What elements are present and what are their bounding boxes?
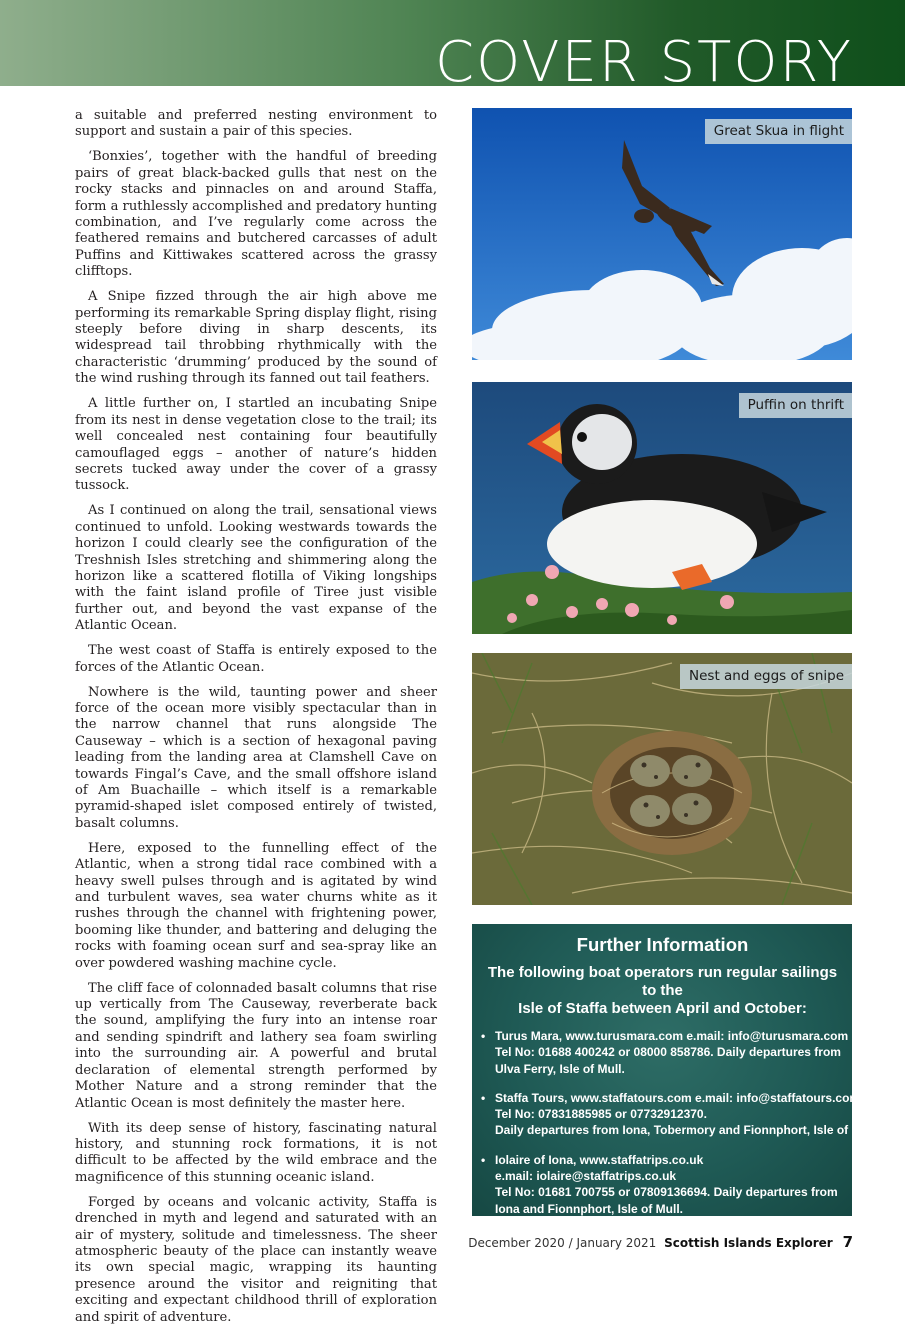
bullet: •: [481, 1090, 486, 1105]
section-title: COVER STORY: [435, 30, 853, 95]
operator-line: Tel No: 01681 700755 or 07809136694. Daily departures from: [495, 1185, 838, 1200]
article-paragraph: As I continued on along the trail, sensational views continued to unfold. Looking westwards towards the horizon I could clearly see the configuration of the Treshnish Isles stretching and shimmering along the horizon like a scattered flotilla of Viking longships with the faint island profile of Tiree just visible further out, and beyond the vast expanse of the Atlantic Ocean.: [75, 503, 437, 634]
operator-line: Staffa Tours, www.staffatours.com e.mail: info@staffatours.com: [495, 1090, 861, 1105]
info-intro-line: Isle of Staffa between April and October:: [518, 1000, 807, 1017]
puffin-photo: [472, 382, 852, 634]
article-body: [75, 108, 437, 1335]
operator-line: Turus Mara, www.turusmara.com e.mail: info@turusmara.com: [495, 1029, 849, 1043]
info-intro-line: The following boat operators run regular sailings to the: [487, 964, 838, 999]
skua-photo: [472, 108, 852, 360]
article-paragraph: A Snipe fizzed through the air high above me performing its remarkable Spring display flight, rising steeply before diving in sharp descents, its widespread tail throbbing rhythmically with the characteristic ‘drumming’ produced by the sound of the wind rushing through its fanned out tail feathers.: [75, 289, 437, 387]
operator-line: Ulva Ferry, Isle of Mull.: [495, 1061, 625, 1076]
skua-image: [472, 108, 852, 360]
operator-line: Iolaire of Iona, www.staffatrips.co.uk: [495, 1152, 704, 1167]
issue-date: December 2020 / January 2021: [468, 1236, 657, 1250]
article-paragraph: Nowhere is the wild, taunting power and sheer force of the ocean more visibly spectacular than in the narrow channel that runs alongside The Causeway – which is a section of hexagonal paving leading from the landing area at Clamshell Cave on towards Fingal’s Cave, and the small offshore island of Am Buachaille – which itself is a remarkable pyramid-shaped islet composed entirely of twisted, basalt columns.: [75, 684, 437, 831]
puffin-caption: Puffin on thrift: [739, 393, 852, 418]
further-info-box: [472, 924, 879, 1216]
operator-staffa-tours: [481, 1090, 879, 1139]
operator-line: Tel No: 07831885985 or 07732912370.: [495, 1107, 707, 1122]
operator-list: [481, 1028, 879, 1217]
operator-line: e.mail: iolaire@staffatrips.co.uk: [495, 1169, 677, 1184]
article-paragraph: The cliff face of colonnaded basalt columns that rise up vertically from The Causeway, reverberate back the sound, amplifying the fury into an intense roar and sending spindrift and lathery sea foam swirling into the surrounding air. A powerful and brutal declaration of elemental strength performed by Mother Nature and a strong reminder that the Atlantic Ocean is most definitely the master here.: [75, 980, 437, 1111]
operator-line: Daily departures from Iona, Tobermory and Fionnphort, Isle of Mull.: [495, 1123, 879, 1138]
bullet: •: [481, 1152, 486, 1167]
bullet: •: [481, 1029, 486, 1043]
article-paragraph: a suitable and preferred nesting environment to support and sustain a pair of this species.: [75, 108, 437, 140]
info-title: Further Information: [576, 934, 749, 955]
skua-caption: Great Skua in flight: [705, 119, 852, 144]
page-number: 7: [842, 1233, 853, 1251]
operator-iolaire-of-iona: [481, 1152, 844, 1217]
operator-line: Iona and Fionnphort, Isle of Mull.: [495, 1201, 683, 1216]
snipe-photo: [472, 653, 852, 905]
info-intro: [481, 964, 844, 1018]
operator-turus-mara: [481, 1028, 849, 1077]
magazine-name: Scottish Islands Explorer: [664, 1236, 833, 1250]
article-paragraph: ‘Bonxies’, together with the handful of breeding pairs of great black-backed gulls that nest on the rocky stacks and pinnacles on and around Staffa, form a ruthlessly accomplished and predatory hunting combination, and I’ve regularly come across the feathered remains and butchered carcasses of adult Puffins and Kittiwakes scattered across the grassy clifftops.: [75, 149, 437, 280]
article-paragraph: The west coast of Staffa is entirely exposed to the forces of the Atlantic Ocean.: [75, 643, 437, 675]
article-paragraph: A little further on, I startled an incubating Snipe from its nest in dense vegetation close to the trail; its well concealed nest containing four beautifully camouflaged eggs – another of nature’s hidden secrets tucked away under the cover of a grassy tussock.: [75, 396, 437, 494]
header-banner: [0, 0, 905, 95]
operator-line: Tel No: 01688 400242 or 08000 858786. Daily departures from: [495, 1045, 841, 1060]
puffin-image: [472, 382, 852, 634]
snipe-caption: Nest and eggs of snipe: [680, 664, 852, 689]
article-paragraph: Forged by oceans and volcanic activity, Staffa is drenched in myth and legend and saturated with an air of mystery, solitude and timelessness. The sheer atmospheric beauty of the place can instantly weave its own special magic, wrapping its haunting presence around the visitor and reigniting that exciting and expectant childhood thrill of exploration and spirit of adventure.: [75, 1194, 437, 1325]
page-footer: [468, 1233, 853, 1251]
article-paragraph: Here, exposed to the funnelling effect of the Atlantic, when a strong tidal race combined with a heavy swell pulses through and is agitated by wind and turbulent waves, sea water churns white as it rushes through the channel with frightening power, booming like thunder, and battering and deluging the rocks with foaming ocean surf and sea-spray like an over powdered washing machine cycle.: [75, 840, 437, 971]
snipe-image: [472, 653, 852, 905]
article-paragraph: With its deep sense of history, fascinating natural history, and stunning rock formations, it is not difficult to be affected by the wild embrace and the magnificence of this stunning oceanic island.: [75, 1120, 437, 1185]
